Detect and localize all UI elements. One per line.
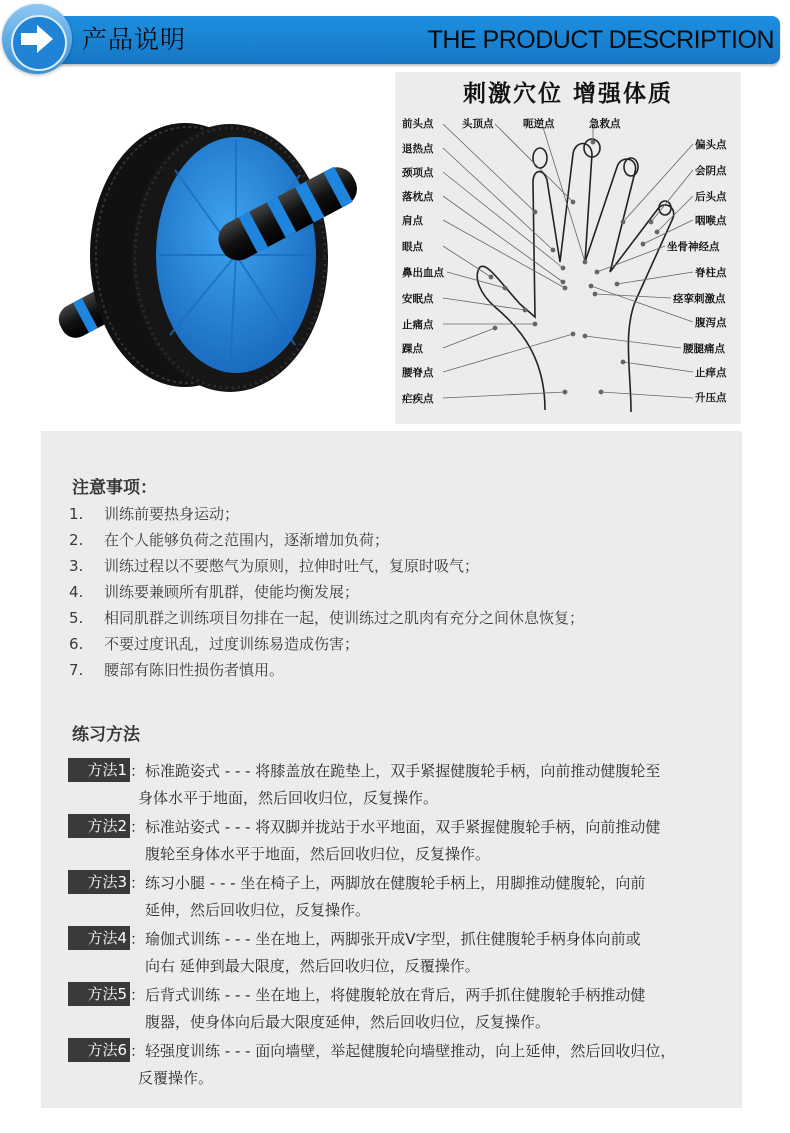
acupoint-label: 颈项点: [402, 167, 434, 179]
acupoint-label: 偏头点: [695, 139, 727, 151]
note-number: 5.: [69, 609, 84, 627]
method-text: ：标准跪姿式 - - - 将膝盖放在跪垫上，双手紧握健腹轮手柄，向前推动健腹轮至: [130, 762, 661, 780]
acupoint-label: 腰腿痛点: [683, 343, 725, 355]
method-text: 腹器，使身体向后最大限度延伸，然后回收归位，反复操作。: [145, 1013, 551, 1031]
notes-title: 注意事项：: [72, 478, 157, 498]
method-text: 腹轮至身体水平于地面，然后回收归位，反复操作。: [145, 845, 491, 863]
section-header: [0, 0, 790, 80]
note-text: 不要过度讯乱，过度训练易造成伤害；: [104, 635, 360, 653]
method-tag: 方法1: [68, 758, 130, 782]
acupoint-label: 咽喉点: [695, 215, 727, 227]
acupoint-label: 升压点: [695, 392, 727, 404]
method-tag: 方法3: [68, 870, 130, 894]
note-item: [69, 633, 359, 654]
acupoint-label: 呃逆点: [523, 118, 555, 130]
acupoint-label: 会阴点: [695, 165, 727, 177]
method-text: ：标准站姿式 - - - 将双脚并拢站于水平地面，双手紧握健腹轮手柄，向前推动健: [130, 818, 661, 836]
acupoint-label: 眼点: [402, 241, 423, 253]
note-number: 1.: [69, 505, 84, 523]
acupoint-label: 退热点: [402, 143, 434, 155]
note-text: 训练要兼顾所有肌群，使能均衡发展；: [104, 583, 360, 601]
note-item: [69, 581, 359, 602]
acupoint-chart: [395, 72, 741, 424]
header-title-en: THE PRODUCT DESCRIPTION: [427, 26, 774, 54]
acupoint-label: 痉挛刺激点: [673, 293, 726, 305]
acupoint-label: 止痒点: [695, 367, 727, 379]
note-text: 训练前要热身运动；: [104, 505, 240, 523]
note-item: [69, 607, 584, 628]
method-text: ：练习小腿 - - - 坐在椅子上，两脚放在健腹轮手柄上，用脚推动健腹轮，向前: [130, 874, 646, 892]
acupoint-label: 踝点: [402, 343, 423, 355]
note-text: 相同肌群之训练项目勿排在一起，使训练过之肌肉有充分之间休息恢复；: [104, 609, 585, 627]
note-number: 7.: [69, 661, 84, 679]
methods-title: 练习方法: [72, 725, 140, 745]
acupoint-label: 疟疾点: [402, 393, 434, 405]
method-text: 延伸，然后回收归位，反复操作。: [145, 901, 371, 919]
note-number: 6.: [69, 635, 84, 653]
note-item: [69, 529, 389, 550]
acupoint-label: 止痛点: [402, 319, 434, 331]
note-item: [69, 503, 239, 524]
acupoint-label: 落枕点: [402, 191, 434, 203]
note-item: [69, 555, 479, 576]
header-title-cn: 产品说明: [82, 25, 187, 54]
acupoint-label: 脊柱点: [695, 267, 727, 279]
method-text: 反覆操作。: [138, 1069, 214, 1087]
acupoint-label: 急救点: [589, 118, 621, 130]
acupoint-chart-title: 刺激穴位 增强体质: [462, 81, 673, 107]
acupoint-label: 坐骨神经点: [667, 241, 720, 253]
acupoint-label: 肩点: [402, 215, 423, 227]
note-number: 2.: [69, 531, 84, 549]
note-number: 3.: [69, 557, 84, 575]
ab-wheel-image: [50, 115, 380, 405]
note-text: 腰部有陈旧性损伤者慎用。: [104, 661, 285, 679]
note-text: 在个人能够负荷之范围内，逐渐增加负荷；: [104, 531, 390, 549]
acupoint-label: 前头点: [402, 118, 434, 130]
acupoint-label: 鼻出血点: [402, 267, 444, 279]
method-text: ：后背式训练 - - - 坐在地上，将健腹轮放在背后，两手抓住健腹轮手柄推动健: [130, 986, 646, 1004]
instructions-panel: [41, 431, 742, 1108]
acupoint-label: 安眠点: [402, 293, 434, 305]
method-text: ：瑜伽式训练 - - - 坐在地上，两脚张开成V字型，抓住健腹轮手柄身体向前或: [130, 930, 641, 948]
method-tag: 方法2: [68, 814, 130, 838]
method-text: 向右 延伸到最大限度，然后回收归位，反覆操作。: [145, 957, 480, 975]
arrow-right-icon: [17, 19, 57, 59]
method-text: 身体水平于地面，然后回收归位，反复操作。: [138, 789, 439, 807]
method-tag: 方法5: [68, 982, 130, 1006]
method-tag: 方法6: [68, 1038, 130, 1062]
acupoint-label: 后头点: [695, 191, 727, 203]
acupoint-label: 腹泻点: [695, 317, 727, 329]
note-item: [69, 659, 284, 680]
note-text: 训练过程以不要憋气为原则，拉伸时吐气，复原时吸气；: [104, 557, 480, 575]
acupoint-label: 头顶点: [462, 118, 494, 130]
method-text: ：轻强度训练 - - - 面向墙壁，举起健腹轮向墙壁推动，向上延伸，然后回收归位，: [130, 1042, 676, 1060]
note-number: 4.: [69, 583, 84, 601]
acupoint-label: 腰脊点: [402, 367, 434, 379]
method-tag: 方法4: [68, 926, 130, 950]
